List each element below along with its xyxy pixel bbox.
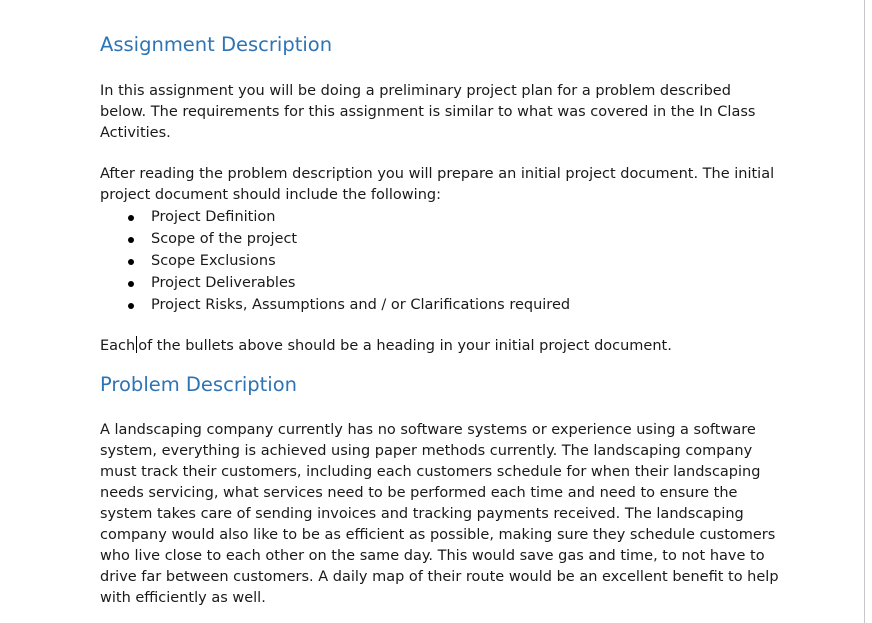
assignment-heading: Assignment Description	[100, 33, 333, 56]
bullet-item	[100, 228, 780, 250]
deliverables-bullet-list	[100, 206, 780, 316]
assignment-intro-paragraph: In this assignment you will be doing a preliminary project plan for a problem described below. The requirements for this assignment is similar to what was covered in the In Class Activities.	[100, 83, 756, 141]
each-text-start: Each	[100, 338, 136, 354]
bullet-text: Scope Exclusions	[151, 253, 276, 269]
bullet-text: Project Deliverables	[151, 275, 296, 291]
bullet-item	[100, 294, 780, 316]
bullet-text: Project Definition	[151, 209, 276, 225]
bullet-dot-icon	[128, 259, 134, 265]
bullet-text: Project Risks, Assumptions and / or Clarifications required	[151, 297, 571, 313]
page-gutter	[865, 0, 872, 623]
bullet-dot-icon	[128, 237, 134, 243]
bullet-item	[100, 206, 780, 228]
bullet-dot-icon	[128, 303, 134, 309]
bullet-dot-icon	[128, 281, 134, 287]
bullet-item	[100, 250, 780, 272]
each-text-rest: of the bullets above should be a heading in your initial project document.	[138, 338, 672, 354]
bullet-dot-icon	[128, 215, 134, 221]
bullet-item	[100, 272, 780, 294]
each-bullet-paragraph	[100, 336, 780, 357]
bullet-text: Scope of the project	[151, 231, 298, 247]
problem-body-paragraph: A landscaping company currently has no software systems or experience using a software system, everything is achieved using paper methods currently. The landscaping company must track their customers, including each customers schedule for when their landscaping needs servicing, what services need to be performed each time and need to ensure the system takes care of sending invoices and tracking payments received. The landscaping company would also like to be as efficient as possible, making sure they schedule customers who live close to each other on the same day. This would save gas and time, to not have to drive far between customers. A daily map of their route would be an excellent benefit to help with efficiently as well.	[100, 422, 779, 606]
after-reading-paragraph: After reading the problem description you will prepare an initial project document. The initial project document should include the following:	[100, 166, 775, 203]
problem-heading: Problem Description	[100, 373, 297, 396]
document-body[interactable]	[100, 30, 780, 609]
